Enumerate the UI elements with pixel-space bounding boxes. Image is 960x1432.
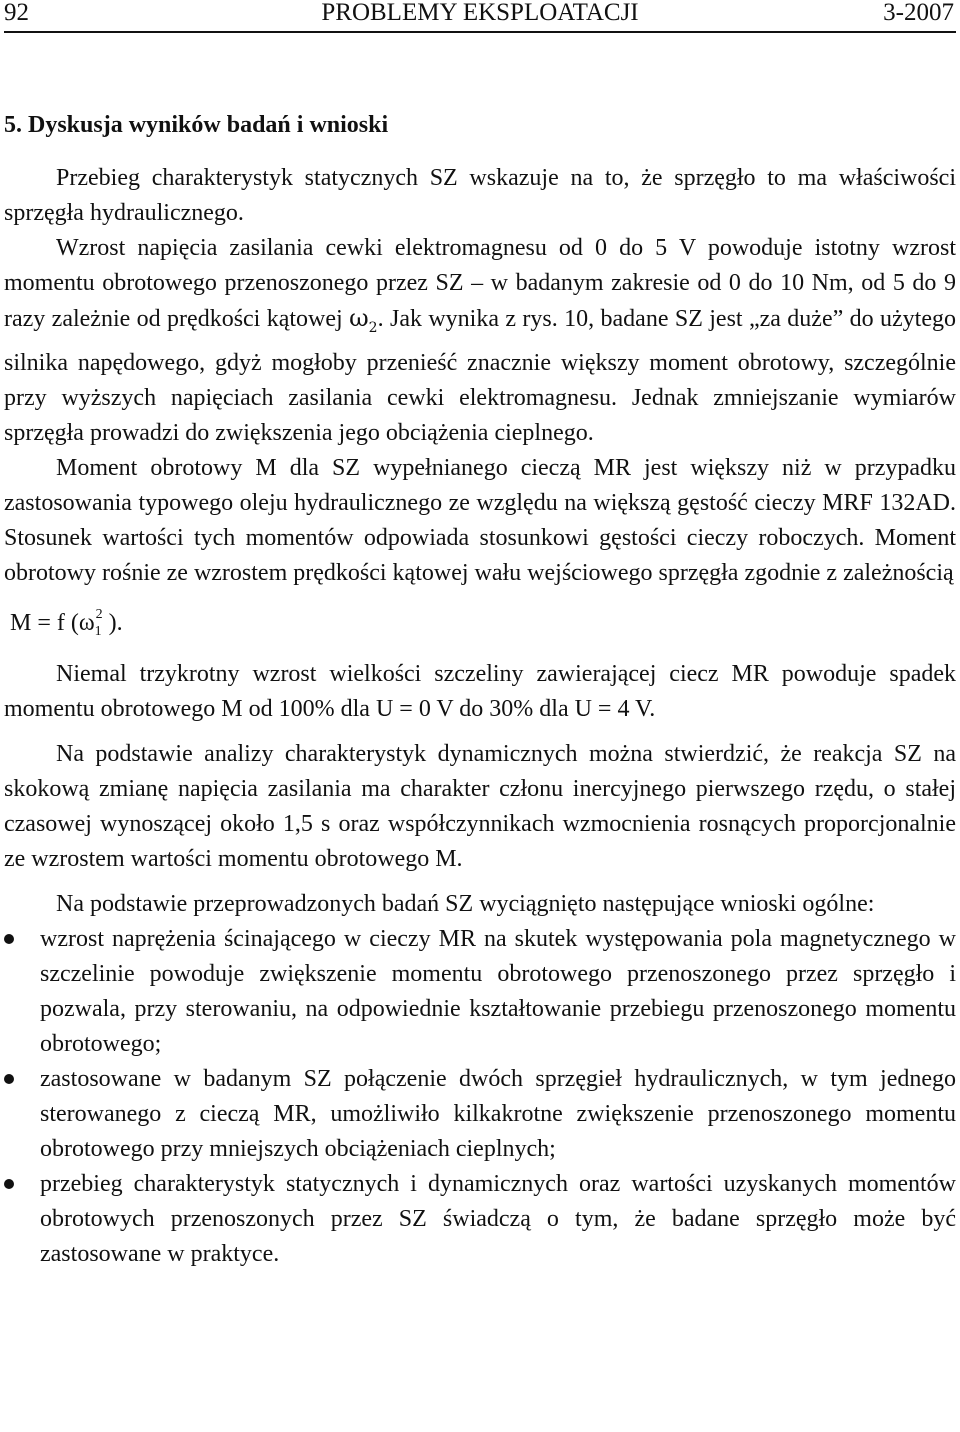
paragraph-gap-size: Niemal trzykrotny wzrost wielkości szczeliny zawierającej ciecz MR powoduje spadek momentu obrotowego M od 100% dla U = 0 V do 30% dla U = 4 V. [4,660,956,722]
formula-subscript: 1 [94,623,102,639]
list-item-text: wzrost naprężenia ścinającego w cieczy MR na skutek występowania pola magnetycznego w szczelinie powoduje zwiększenie momentu obrotowego przenoszonego przez sprzęgło i pozwala, przy sterowaniu, na odpowiednie kształtowanie przebiegu przenoszonego momentu obrotowego; [40,925,956,1057]
formula-lhs: M = f (ω [10,609,95,636]
list-item [4,1167,956,1272]
omega-letter: ω [349,304,369,332]
page-number: 92 [4,0,29,26]
list-item-text: przebieg charakterystyk statycznych i dynamicznych oraz wartości uzyskanych momentów obrotowych przenoszonych przez SZ świadczą o tym, że badane sprzęgło może być zastosowane w praktyce. [40,1170,956,1267]
paragraph-voltage-torque [4,231,956,451]
paragraph-voltage-torque-part1: Wzrost napięcia zasilania cewki elektromagnesu od 0 do 5 V powoduje istotny wzrost momentu obrotowego przenoszonego przez SZ – w badanym zakresie od 0 do 10 Nm, od 5 do 9 razy zależnie od prędkości kątowej [4,235,956,332]
formula-superscript: 2 [95,606,103,622]
paragraph-static-characteristics: Przebieg charakterystyk statycznych SZ wskazuje na to, że sprzęgło to ma właściwości sprzęgła hydraulicznego. [4,165,956,226]
paragraph-conclusions-intro: Na podstawie przeprowadzonych badań SZ wyciągnięto następujące wnioski ogólne: [56,890,875,917]
issue-number: 3-2007 [883,0,954,26]
bullet-icon [4,1179,14,1189]
conclusions-list [4,922,956,1272]
paragraph-mr-fluid-moment: Moment obrotowy M dla SZ wypełnianego cieczą MR jest większy niż w przypadku zastosowania typowego oleju hydraulicznego ze względu na większą gęstość cieczy MRF 132AD. Stosunek wartości tych momentów odpowiada stosunkowi gęstości cieczy roboczych. Moment obrotowy rośnie ze wzrostem prędkości kątowej wału wejściowego sprzęgła zgodnie z zależnością [4,454,956,586]
bullet-icon [4,934,14,944]
header-divider [4,31,956,33]
list-item [4,1062,956,1167]
omega-index: 2 [368,319,378,336]
bullet-icon [4,1074,14,1084]
formula-moment [10,597,956,649]
formula-rhs: ). [102,609,123,636]
journal-title: PROBLEMY EKSPLOATACJI [321,0,639,26]
list-item-text: zastosowane w badanym SZ połączenie dwóch sprzęgieł hydraulicznych, w tym jednego sterowanego z cieczą MR, umożliwiło kilkakrotne zwiększenie przenoszonego momentu obrotowego przy mniejszych obciążeniach cieplnych; [40,1065,956,1162]
page-header [0,0,960,30]
omega-symbol [349,304,378,336]
paragraph-dynamics: Na podstawie analizy charakterystyk dynamicznych można stwierdzić, że reakcja SZ na skokową zmianę napięcia zasilania ma charakter członu inercyjnego pierwszego rzędu, o stałej czasowej wynoszącej około 1,5 s oraz współczynnikach wzmocnienia rosnących proporcjonalnie ze wzrostem wartości momentu obrotowego M. [4,740,956,872]
section-title: 5. Dyskusja wyników badań i wnioski [4,112,389,138]
article-body [4,108,956,1272]
list-item [4,922,956,1062]
paragraph-voltage-torque-part2: . Jak wynika z rys. 10, badane SZ jest „za duże” do użytego silnika napędowego, gdyż mogłoby przenieść znacznie większy moment obrotowy, szczególnie przy wyższych napięciach zasilania cewki elektromagnesu. Jednak zmniejszanie wymiarów sprzęgła prowadzi do zwiększenia jego obciążenia cieplnego. [4,306,957,446]
